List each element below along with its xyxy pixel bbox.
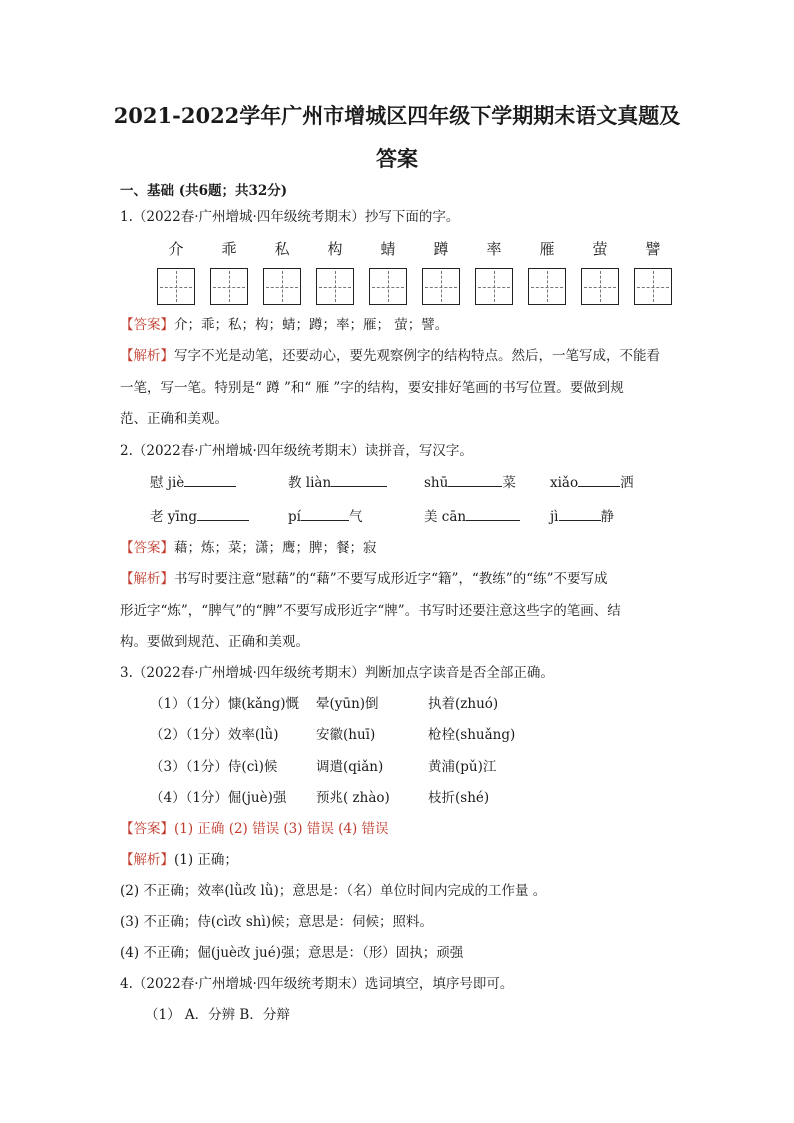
q2-item: 教 liàn bbox=[288, 472, 387, 494]
answer-blank[interactable] bbox=[466, 506, 520, 521]
q1-analysis-line2: 一笔，写一笔。特别是“ 蹲 ”和“ 雁 ”字的结构，要安排好笔画的书写位置。要做到规 bbox=[120, 380, 624, 396]
q2-answer bbox=[120, 537, 377, 559]
q3-analysis-line3: (3) 不正确；侍(cì改 shì)候；意思是：伺候；照料。 bbox=[120, 914, 434, 930]
q4-stem: 4.（2022春·广州增城·四年级统考期末）选词填空，填序号即可。 bbox=[120, 976, 514, 992]
q1-char: 构 bbox=[327, 240, 343, 258]
q2-item: pí 气 bbox=[288, 506, 362, 528]
answer-blank[interactable] bbox=[559, 506, 601, 521]
q2-item: jì 静 bbox=[550, 506, 614, 528]
q3-analysis bbox=[120, 849, 238, 871]
answer-tag: 【答案】 bbox=[120, 821, 174, 837]
q1-char: 雁 bbox=[539, 240, 555, 258]
q2-stem: 2.（2022春·广州增城·四年级统考期末）读拼音，写汉字。 bbox=[120, 443, 473, 459]
analysis-text: (1) 正确； bbox=[174, 852, 238, 868]
q3-option: （2）（1分）效率(lǜ) bbox=[150, 727, 279, 743]
answer-text: 介；乖；私；构；蜻；蹲；率；雁； 萤；譬。 bbox=[174, 317, 449, 333]
q1-char: 萤 bbox=[592, 240, 608, 258]
q3-option: （1）（1分）慷(kǎng)慨 bbox=[150, 696, 300, 712]
writing-grid-box[interactable] bbox=[157, 268, 195, 305]
q3-analysis-line2: (2) 不正确；效率(lǜ改 lǜ)；意思是：（名）单位时间内完成的工作量 。 bbox=[120, 883, 547, 899]
q3-option: （4）（1分）倔(juè)强 bbox=[150, 790, 287, 806]
q1-char: 乖 bbox=[221, 240, 237, 258]
answer-text: 藉；炼；菜；潇；鹰；脾；餐；寂 bbox=[174, 540, 377, 556]
writing-grid-box[interactable] bbox=[422, 268, 460, 305]
writing-grid-box[interactable] bbox=[634, 268, 672, 305]
answer-blank[interactable] bbox=[197, 506, 249, 521]
q3-stem: 3.（2022春·广州增城·四年级统考期末）判断加点字读音是否全部正确。 bbox=[120, 665, 554, 681]
analysis-text: 写字不光是动笔，还要动心，要先观察例字的结构特点。然后，一笔写成，不能看 bbox=[174, 348, 660, 364]
writing-grid-box[interactable] bbox=[528, 268, 566, 305]
q1-char: 率 bbox=[486, 240, 502, 258]
answer-blank[interactable] bbox=[184, 472, 236, 487]
q2-item: shū 菜 bbox=[424, 472, 516, 494]
doc-title-line1: 2021-2022学年广州市增城区四年级下学期期末语文真题及 bbox=[113, 103, 681, 128]
q3-analysis-line4: (4) 不正确；倔(juè改 jué)强；意思是：（形）固执；顽强 bbox=[120, 945, 464, 961]
answer-tag: 【答案】 bbox=[120, 317, 174, 333]
section-heading: 一、基础 (共6题；共32分) bbox=[120, 183, 288, 199]
answer-blank[interactable] bbox=[331, 472, 387, 487]
q3-answer bbox=[120, 818, 389, 840]
writing-grid-box[interactable] bbox=[210, 268, 248, 305]
q1-char: 介 bbox=[168, 240, 184, 258]
answer-tag: 【答案】 bbox=[120, 540, 174, 556]
writing-grid-box[interactable] bbox=[369, 268, 407, 305]
q1-stem: 1.（2022春·广州增城·四年级统考期末）抄写下面的字。 bbox=[120, 209, 460, 225]
analysis-tag: 【解析】 bbox=[120, 571, 174, 587]
q2-item: 老 yīng bbox=[150, 506, 249, 528]
q3-option: 安徽(huī) bbox=[316, 727, 376, 743]
q1-answer bbox=[120, 314, 448, 336]
q1-char: 蜻 bbox=[380, 240, 396, 258]
q2-item: xiǎo 洒 bbox=[550, 472, 634, 494]
q3-option: 执着(zhuó) bbox=[428, 696, 499, 712]
writing-grid-box[interactable] bbox=[263, 268, 301, 305]
q3-option: 枪栓(shuǎng) bbox=[428, 727, 516, 743]
q3-option: 枝折(shé) bbox=[428, 790, 490, 806]
analysis-text: 书写时要注意“慰藉”的“藉”不要写成形近字“籍”，“教练”的“练”不要写成 bbox=[174, 571, 608, 587]
q2-analysis bbox=[120, 568, 608, 590]
answer-blank[interactable] bbox=[301, 506, 349, 521]
writing-grid-box[interactable] bbox=[316, 268, 354, 305]
q1-char: 蹲 bbox=[433, 240, 449, 258]
q3-option: 预兆( zhào) bbox=[316, 790, 390, 806]
q4-item: （1） A．分辨 B．分辩 bbox=[145, 1007, 290, 1023]
analysis-tag: 【解析】 bbox=[120, 852, 174, 868]
writing-grid-box[interactable] bbox=[475, 268, 513, 305]
q3-option: 黄浦(pǔ)江 bbox=[428, 759, 497, 775]
writing-grid-box[interactable] bbox=[581, 268, 619, 305]
q2-item: 慰 jiè bbox=[150, 472, 236, 494]
answer-blank[interactable] bbox=[578, 472, 620, 487]
q3-option: 晕(yūn)倒 bbox=[316, 696, 379, 712]
doc-title-line2: 答案 bbox=[376, 146, 418, 171]
q2-analysis-line2: 形近字“炼”，“脾气”的“脾”不要写成形近字“牌”。书写时还要注意这些字的笔画、结 bbox=[120, 603, 621, 619]
q1-char: 譬 bbox=[645, 240, 661, 258]
q2-item: 美 cān bbox=[424, 506, 520, 528]
q3-option: 调遣(qiǎn) bbox=[316, 759, 384, 775]
q1-analysis-line3: 范、正确和美观。 bbox=[120, 411, 228, 427]
q3-option: （3）（1分）侍(cì)候 bbox=[150, 759, 278, 775]
analysis-tag: 【解析】 bbox=[120, 348, 174, 364]
answer-blank[interactable] bbox=[448, 472, 502, 487]
q1-analysis bbox=[120, 345, 660, 367]
q2-analysis-line3: 构。要做到规范、正确和美观。 bbox=[120, 634, 309, 650]
answer-text: (1) 正确 (2) 错误 (3) 错误 (4) 错误 bbox=[174, 821, 389, 837]
q1-char: 私 bbox=[274, 240, 290, 258]
